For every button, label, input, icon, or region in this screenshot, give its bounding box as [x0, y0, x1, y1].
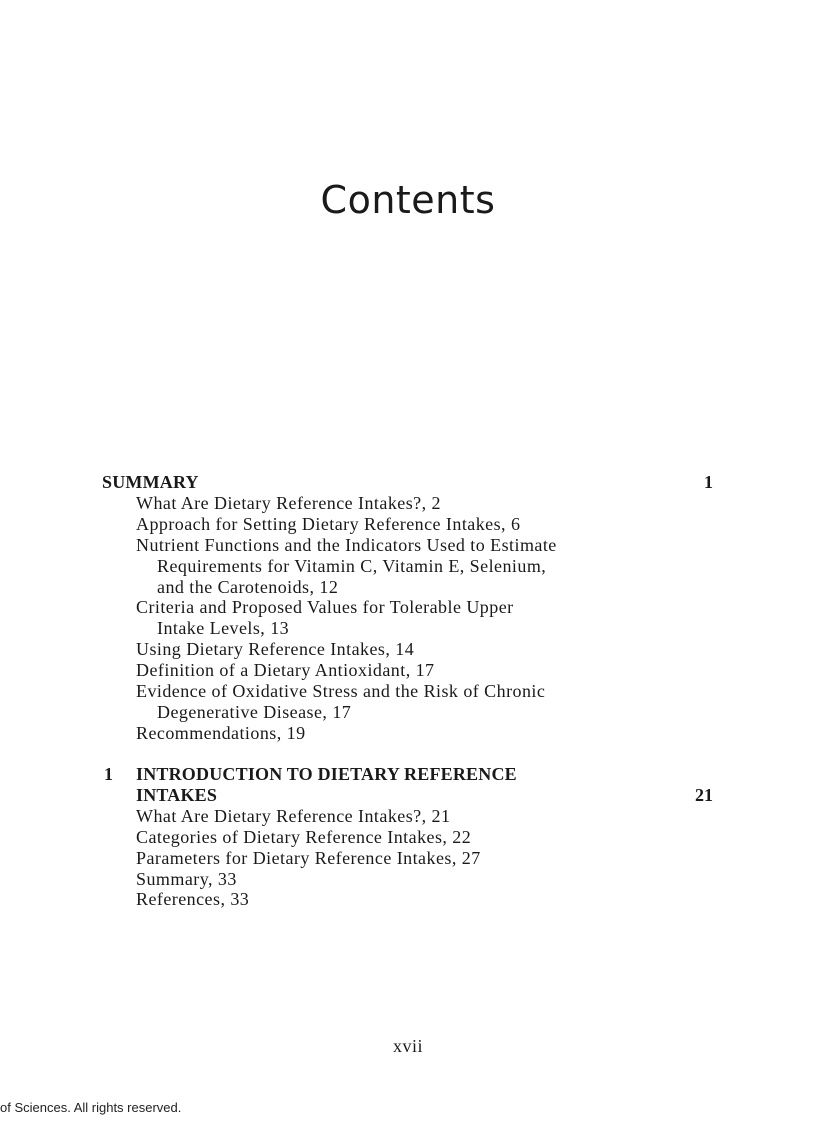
- toc-chapter-number: 1: [104, 764, 114, 784]
- toc-entry[interactable]: Using Dietary Reference Intakes, 14: [136, 639, 415, 659]
- toc-entry[interactable]: Summary, 33: [136, 869, 237, 889]
- toc-entry[interactable]: Categories of Dietary Reference Intakes, 22: [136, 827, 472, 847]
- toc-summary-heading[interactable]: SUMMARY: [102, 472, 199, 492]
- toc-entry[interactable]: What Are Dietary Reference Intakes?, 21: [136, 806, 451, 826]
- toc-entry[interactable]: Criteria and Proposed Values for Tolerable Upper: [136, 597, 514, 617]
- toc-entry[interactable]: Recommendations, 19: [136, 723, 306, 743]
- page-title: Contents: [320, 178, 496, 222]
- toc-entry[interactable]: Evidence of Oxidative Stress and the Risk of Chronic: [136, 681, 546, 701]
- toc-entry[interactable]: Nutrient Functions and the Indicators Used to Estimate: [136, 535, 557, 555]
- toc-entry[interactable]: References, 33: [136, 889, 250, 909]
- toc-chapter-heading-continuation[interactable]: INTAKES: [136, 785, 218, 805]
- copyright-footer: of Sciences. All rights reserved.: [0, 1100, 182, 1115]
- toc-summary-page: 1: [704, 472, 713, 492]
- toc-entry[interactable]: Approach for Setting Dietary Reference Intakes, 6: [136, 514, 521, 534]
- toc-entry-continuation[interactable]: Requirements for Vitamin C, Vitamin E, Selenium,: [157, 556, 547, 576]
- toc-entry[interactable]: Parameters for Dietary Reference Intakes, 27: [136, 848, 481, 868]
- toc-entry[interactable]: What Are Dietary Reference Intakes?, 2: [136, 493, 441, 513]
- toc-entry[interactable]: Definition of a Dietary Antioxidant, 17: [136, 660, 435, 680]
- toc-entry-continuation[interactable]: Intake Levels, 13: [157, 618, 290, 638]
- page-number: xvii: [392, 1036, 423, 1056]
- toc-entry-continuation[interactable]: and the Carotenoids, 12: [157, 577, 339, 597]
- toc-entry-continuation[interactable]: Degenerative Disease, 17: [157, 702, 352, 722]
- toc-chapter-page: 21: [695, 785, 713, 805]
- toc-chapter-heading[interactable]: INTRODUCTION TO DIETARY REFERENCE: [136, 764, 517, 784]
